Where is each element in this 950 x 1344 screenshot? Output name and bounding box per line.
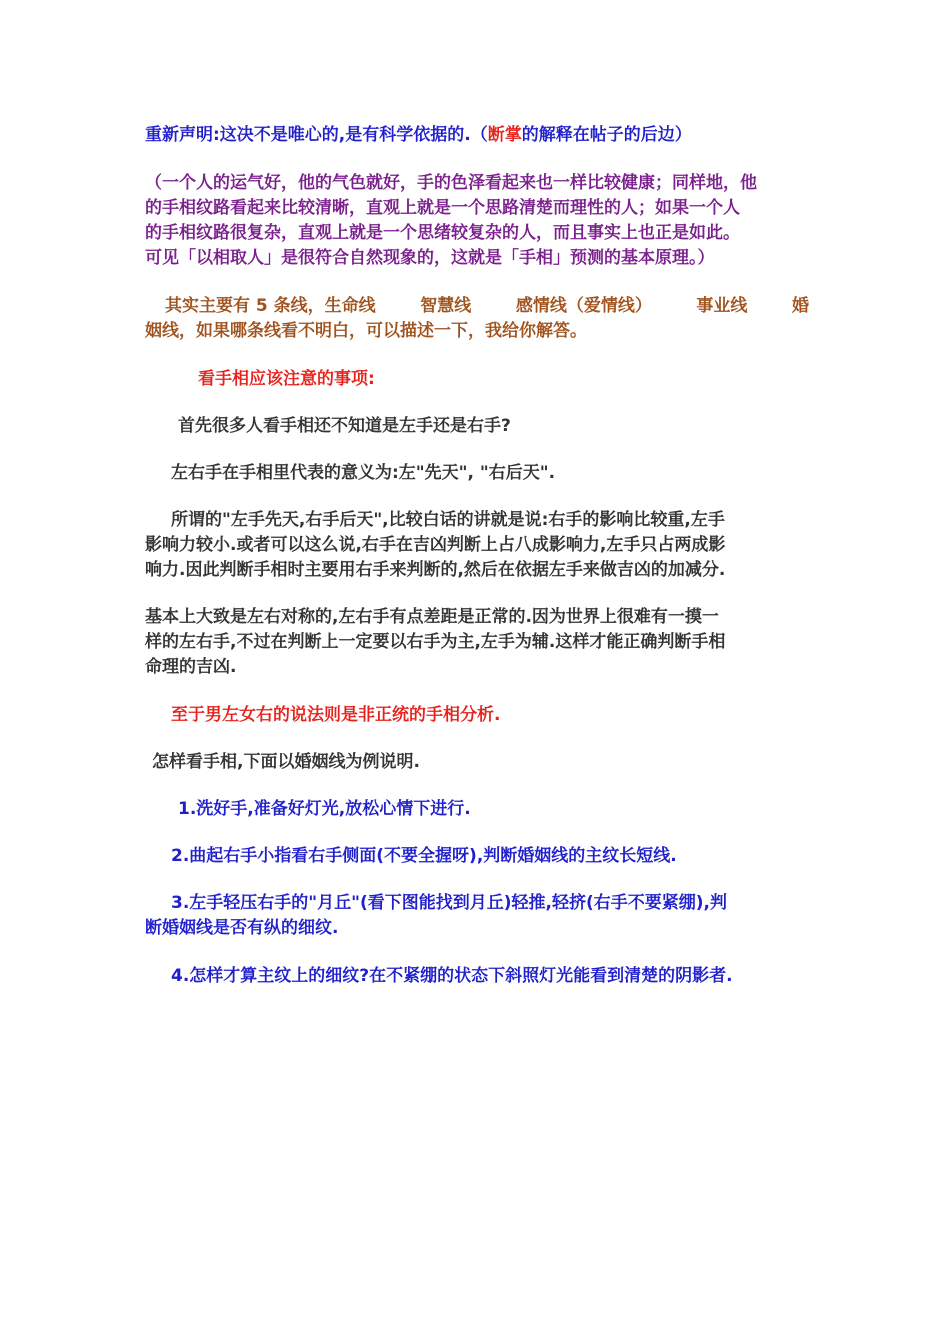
lines-intro-part-3: 感情线（爱情线） bbox=[515, 296, 652, 316]
howto-intro: 怎样看手相,下面以婚姻线为例说明. bbox=[152, 752, 420, 772]
explanation-line-1: 所谓的"左手先天,右手后天",比较白话的讲就是说:右手的影响比较重,左手 bbox=[171, 510, 725, 530]
declaration-paragraph bbox=[145, 123, 809, 148]
explanation-paragraph bbox=[145, 508, 809, 583]
notes-heading: 看手相应该注意的事项: bbox=[198, 369, 375, 389]
explanation-line-3: 响力.因此判断手相时主要用右手来判断的,然后在依据左手来做吉凶的加减分. bbox=[145, 560, 726, 580]
meaning-paragraph: 左右手在手相里代表的意义为:左"先天", "右后天". bbox=[171, 463, 556, 483]
lines-intro-line-1 bbox=[145, 294, 809, 319]
declaration-prefix: 重新声明:这决不是唯心的,是有科学依据的.（ bbox=[145, 125, 488, 145]
symmetry-line-2: 样的左右手,不过在判断上一定要以右手为主,左手为辅.这样才能正确判断手相 bbox=[145, 632, 726, 652]
lines-intro-part-1: 其实主要有 5 条线，生命线 bbox=[165, 296, 376, 316]
question-paragraph: 首先很多人看手相还不知道是左手还是右手? bbox=[178, 416, 511, 436]
declaration-highlight: 断掌 bbox=[487, 125, 522, 145]
principle-line-2: 的手相纹路看起来比较清晰，直观上就是一个思路清楚而理性的人；如果一个人 bbox=[145, 198, 740, 218]
principle-paragraph bbox=[145, 171, 809, 271]
principle-line-4: 可见「以相取人」是很符合自然现象的，这就是「手相」预测的基本原理。） bbox=[145, 248, 715, 268]
principle-line-3: 的手相纹路很复杂，直观上就是一个思绪较复杂的人，而且事实上也正是如此。 bbox=[145, 223, 740, 243]
declaration-suffix: 的解释在帖子的后边） bbox=[521, 125, 692, 145]
explanation-line-2: 影响力较小.或者可以这么说,右手在吉凶判断上占八成影响力,左手只占两成影 bbox=[145, 535, 726, 555]
symmetry-line-3: 命理的吉凶. bbox=[145, 657, 237, 677]
symmetry-paragraph bbox=[145, 605, 809, 680]
step-3 bbox=[145, 891, 809, 941]
lines-intro-paragraph bbox=[145, 294, 809, 344]
lines-intro-line-2: 姻线，如果哪条线看不明白，可以描述一下，我给你解答。 bbox=[145, 321, 587, 341]
step-3-line-1: 3.左手轻压右手的"月丘"(看下图能找到月丘)轻推,轻挤(右手不要紧绷),判 bbox=[171, 893, 727, 913]
step-1: 1.洗好手,准备好灯光,放松心情下进行. bbox=[178, 799, 471, 819]
step-3-line-2: 断婚姻线是否有纵的细纹. bbox=[145, 918, 339, 938]
gender-note: 至于男左女右的说法则是非正统的手相分析. bbox=[171, 705, 501, 725]
lines-intro-part-5: 婚 bbox=[791, 296, 809, 316]
lines-intro-part-2: 智慧线 bbox=[420, 296, 472, 316]
step-4: 4.怎样才算主纹上的细纹?在不紧绷的状态下斜照灯光能看到清楚的阴影者. bbox=[171, 966, 733, 986]
principle-line-1: （一个人的运气好，他的气色就好，手的色泽看起来也一样比较健康；同样地，他 bbox=[145, 173, 757, 193]
symmetry-line-1: 基本上大致是左右对称的,左右手有点差距是正常的.因为世界上很难有一摸一 bbox=[145, 607, 719, 627]
lines-intro-part-4: 事业线 bbox=[696, 296, 748, 316]
step-2: 2.曲起右手小指看右手侧面(不要全握呀),判断婚姻线的主纹长短线. bbox=[171, 846, 677, 866]
